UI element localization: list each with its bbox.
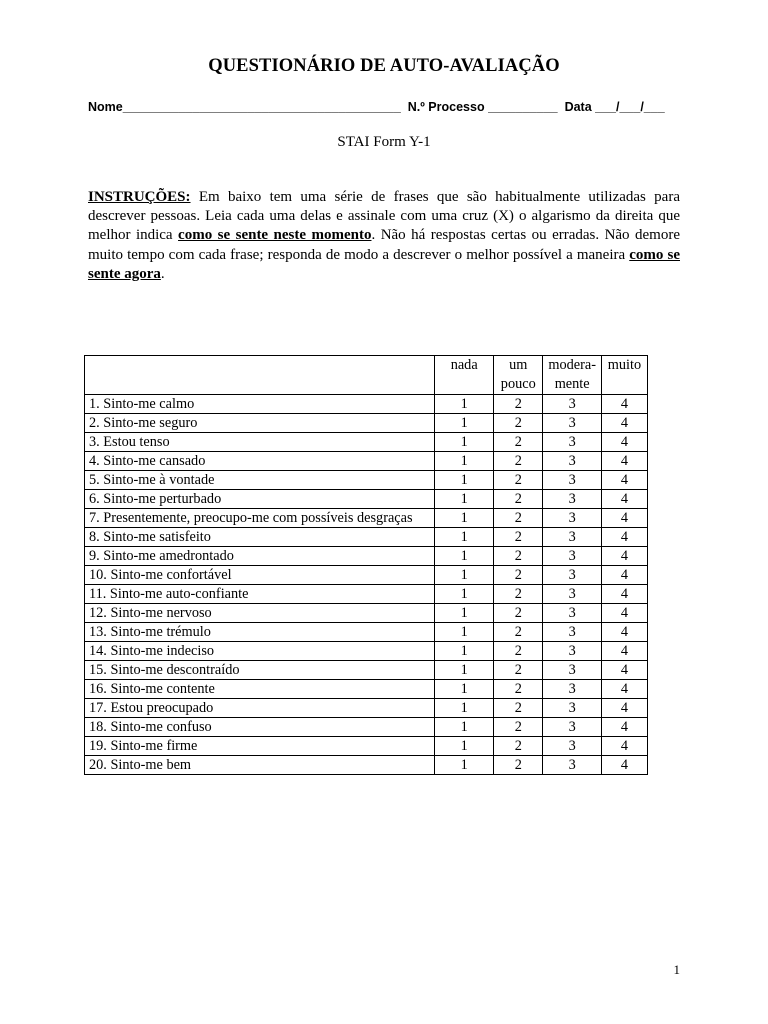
rating-option-2[interactable]: 2 bbox=[494, 490, 543, 509]
stai-items-table bbox=[84, 355, 648, 775]
item-label: 10. Sinto-me confortável bbox=[85, 566, 435, 585]
rating-option-1[interactable]: 1 bbox=[435, 756, 494, 775]
rating-option-3[interactable]: 3 bbox=[543, 585, 602, 604]
process-field[interactable]: __________ bbox=[488, 100, 558, 114]
table-row bbox=[85, 661, 648, 680]
rating-option-2[interactable]: 2 bbox=[494, 604, 543, 623]
table-row bbox=[85, 528, 648, 547]
rating-option-1[interactable]: 1 bbox=[435, 699, 494, 718]
rating-option-1[interactable]: 1 bbox=[435, 604, 494, 623]
item-label: 6. Sinto-me perturbado bbox=[85, 490, 435, 509]
instructions-text-2: . Não há respostas certas ou erradas. Não demore muito tempo com cada frase; responda de modo a descrever o melhor possível a maneira bbox=[88, 227, 680, 263]
table-row bbox=[85, 642, 648, 661]
table-body bbox=[85, 395, 648, 775]
table-row bbox=[85, 452, 648, 471]
rating-option-2[interactable]: 2 bbox=[494, 623, 543, 642]
item-label: 15. Sinto-me descontraído bbox=[85, 661, 435, 680]
item-label: 16. Sinto-me contente bbox=[85, 680, 435, 699]
rating-option-2[interactable]: 2 bbox=[494, 718, 543, 737]
item-label: 20. Sinto-me bem bbox=[85, 756, 435, 775]
item-label: 1. Sinto-me calmo bbox=[85, 395, 435, 414]
rating-option-3[interactable]: 3 bbox=[543, 699, 602, 718]
table-row bbox=[85, 566, 648, 585]
rating-option-2[interactable]: 2 bbox=[494, 642, 543, 661]
rating-option-4[interactable]: 4 bbox=[601, 737, 647, 756]
rating-option-2[interactable]: 2 bbox=[494, 509, 543, 528]
item-label: 5. Sinto-me à vontade bbox=[85, 471, 435, 490]
rating-option-3[interactable]: 3 bbox=[543, 566, 602, 585]
name-label: Nome bbox=[88, 100, 123, 114]
rating-option-3[interactable]: 3 bbox=[543, 623, 602, 642]
item-label: 9. Sinto-me amedrontado bbox=[85, 547, 435, 566]
header-item bbox=[85, 356, 435, 395]
rating-option-2[interactable]: 2 bbox=[494, 680, 543, 699]
rating-option-2[interactable]: 2 bbox=[494, 699, 543, 718]
table-row bbox=[85, 680, 648, 699]
rating-option-3[interactable]: 3 bbox=[543, 509, 602, 528]
instructions-emphasis-1: como se sente neste momento bbox=[178, 227, 372, 244]
rating-option-1[interactable]: 1 bbox=[435, 395, 494, 414]
rating-option-3[interactable]: 3 bbox=[543, 414, 602, 433]
form-name: STAI Form Y-1 bbox=[337, 134, 431, 150]
item-label: 4. Sinto-me cansado bbox=[85, 452, 435, 471]
rating-option-1[interactable]: 1 bbox=[435, 718, 494, 737]
page-title: QUESTIONÁRIO DE AUTO-AVALIAÇÃO bbox=[208, 56, 560, 76]
rating-option-4[interactable]: 4 bbox=[601, 604, 647, 623]
rating-option-1[interactable]: 1 bbox=[435, 414, 494, 433]
name-field[interactable]: ________________________________________ bbox=[122, 100, 401, 114]
rating-option-2[interactable]: 2 bbox=[494, 528, 543, 547]
rating-option-1[interactable]: 1 bbox=[435, 547, 494, 566]
rating-option-2[interactable]: 2 bbox=[494, 547, 543, 566]
rating-option-3[interactable]: 3 bbox=[543, 452, 602, 471]
header-moderadamente: modera- mente bbox=[543, 356, 602, 395]
rating-option-3[interactable]: 3 bbox=[543, 680, 602, 699]
rating-option-3[interactable]: 3 bbox=[543, 718, 602, 737]
item-label: 13. Sinto-me trémulo bbox=[85, 623, 435, 642]
item-label: 7. Presentemente, preocupo-me com possíveis desgraças bbox=[85, 509, 435, 528]
table-row bbox=[85, 471, 648, 490]
table-row bbox=[85, 490, 648, 509]
item-label: 12. Sinto-me nervoso bbox=[85, 604, 435, 623]
item-label: 2. Sinto-me seguro bbox=[85, 414, 435, 433]
rating-option-2[interactable]: 2 bbox=[494, 452, 543, 471]
process-label: N.º Processo bbox=[407, 100, 485, 114]
rating-option-4[interactable]: 4 bbox=[601, 699, 647, 718]
item-label: 8. Sinto-me satisfeito bbox=[85, 528, 435, 547]
header-muito: muito bbox=[601, 356, 647, 395]
rating-option-4[interactable]: 4 bbox=[601, 452, 647, 471]
rating-option-3[interactable]: 3 bbox=[543, 547, 602, 566]
rating-option-3[interactable]: 3 bbox=[543, 737, 602, 756]
rating-option-1[interactable]: 1 bbox=[435, 680, 494, 699]
header-um-pouco: um pouco bbox=[494, 356, 543, 395]
table-row bbox=[85, 509, 648, 528]
item-label: 11. Sinto-me auto-confiante bbox=[85, 585, 435, 604]
rating-option-2[interactable]: 2 bbox=[494, 661, 543, 680]
instructions-label: INSTRUÇÕES: bbox=[88, 189, 191, 205]
rating-option-1[interactable]: 1 bbox=[435, 471, 494, 490]
rating-option-1[interactable]: 1 bbox=[435, 585, 494, 604]
rating-option-4[interactable]: 4 bbox=[601, 623, 647, 642]
instructions-paragraph bbox=[88, 188, 680, 284]
table-row bbox=[85, 756, 648, 775]
rating-option-4[interactable]: 4 bbox=[601, 585, 647, 604]
rating-option-2[interactable]: 2 bbox=[494, 471, 543, 490]
table-row bbox=[85, 395, 648, 414]
rating-option-4[interactable]: 4 bbox=[601, 490, 647, 509]
rating-option-3[interactable]: 3 bbox=[543, 756, 602, 775]
item-label: 18. Sinto-me confuso bbox=[85, 718, 435, 737]
rating-option-1[interactable]: 1 bbox=[435, 661, 494, 680]
rating-option-4[interactable]: 4 bbox=[601, 566, 647, 585]
table-row bbox=[85, 699, 648, 718]
rating-option-3[interactable]: 3 bbox=[543, 395, 602, 414]
table-row bbox=[85, 718, 648, 737]
table-header-row bbox=[85, 356, 648, 395]
rating-option-1[interactable]: 1 bbox=[435, 642, 494, 661]
rating-option-4[interactable]: 4 bbox=[601, 395, 647, 414]
rating-option-1[interactable]: 1 bbox=[435, 509, 494, 528]
rating-option-1[interactable]: 1 bbox=[435, 490, 494, 509]
rating-option-4[interactable]: 4 bbox=[601, 414, 647, 433]
table-row bbox=[85, 623, 648, 642]
identification-fields bbox=[88, 100, 688, 114]
rating-option-2[interactable]: 2 bbox=[494, 433, 543, 452]
rating-option-1[interactable]: 1 bbox=[435, 452, 494, 471]
rating-option-2[interactable]: 2 bbox=[494, 756, 543, 775]
header-nada: nada bbox=[435, 356, 494, 395]
item-label: 17. Estou preocupado bbox=[85, 699, 435, 718]
rating-option-2[interactable]: 2 bbox=[494, 737, 543, 756]
table-row bbox=[85, 737, 648, 756]
rating-option-3[interactable]: 3 bbox=[543, 490, 602, 509]
rating-option-4[interactable]: 4 bbox=[601, 528, 647, 547]
rating-option-4[interactable]: 4 bbox=[601, 718, 647, 737]
item-label: 14. Sinto-me indeciso bbox=[85, 642, 435, 661]
instructions-text-3: . bbox=[160, 265, 165, 282]
item-label: 3. Estou tenso bbox=[85, 433, 435, 452]
rating-option-1[interactable]: 1 bbox=[435, 737, 494, 756]
rating-option-4[interactable]: 4 bbox=[601, 509, 647, 528]
date-field[interactable]: ___/___/___ bbox=[595, 100, 665, 114]
rating-option-3[interactable]: 3 bbox=[543, 661, 602, 680]
rating-option-4[interactable]: 4 bbox=[601, 547, 647, 566]
rating-option-4[interactable]: 4 bbox=[601, 642, 647, 661]
rating-option-3[interactable]: 3 bbox=[543, 642, 602, 661]
table-row bbox=[85, 547, 648, 566]
instructions-text-1: Em baixo tem uma série de frases que são habitualmente utilizadas para descrever pessoas. Leia cada uma delas e assinale com uma cruz (X) o algarismo da direita que melhor indica bbox=[88, 189, 680, 244]
table-row bbox=[85, 433, 648, 452]
rating-option-3[interactable]: 3 bbox=[543, 433, 602, 452]
rating-option-1[interactable]: 1 bbox=[435, 566, 494, 585]
rating-option-4[interactable]: 4 bbox=[601, 756, 647, 775]
table-row bbox=[85, 414, 648, 433]
rating-option-4[interactable]: 4 bbox=[601, 680, 647, 699]
rating-option-3[interactable]: 3 bbox=[543, 604, 602, 623]
item-label: 19. Sinto-me firme bbox=[85, 737, 435, 756]
rating-option-2[interactable]: 2 bbox=[494, 566, 543, 585]
rating-option-4[interactable]: 4 bbox=[601, 661, 647, 680]
page-number: 1 bbox=[673, 962, 680, 977]
instructions-emphasis-2: como se sente agora bbox=[88, 246, 680, 282]
rating-option-1[interactable]: 1 bbox=[435, 528, 494, 547]
rating-option-1[interactable]: 1 bbox=[435, 623, 494, 642]
rating-option-3[interactable]: 3 bbox=[543, 528, 602, 547]
rating-option-3[interactable]: 3 bbox=[543, 471, 602, 490]
rating-option-4[interactable]: 4 bbox=[601, 433, 647, 452]
rating-option-2[interactable]: 2 bbox=[494, 414, 543, 433]
rating-option-1[interactable]: 1 bbox=[435, 433, 494, 452]
rating-option-4[interactable]: 4 bbox=[601, 471, 647, 490]
rating-option-2[interactable]: 2 bbox=[494, 585, 543, 604]
date-label: Data bbox=[564, 100, 592, 114]
table-row bbox=[85, 604, 648, 623]
rating-option-2[interactable]: 2 bbox=[494, 395, 543, 414]
table-row bbox=[85, 585, 648, 604]
